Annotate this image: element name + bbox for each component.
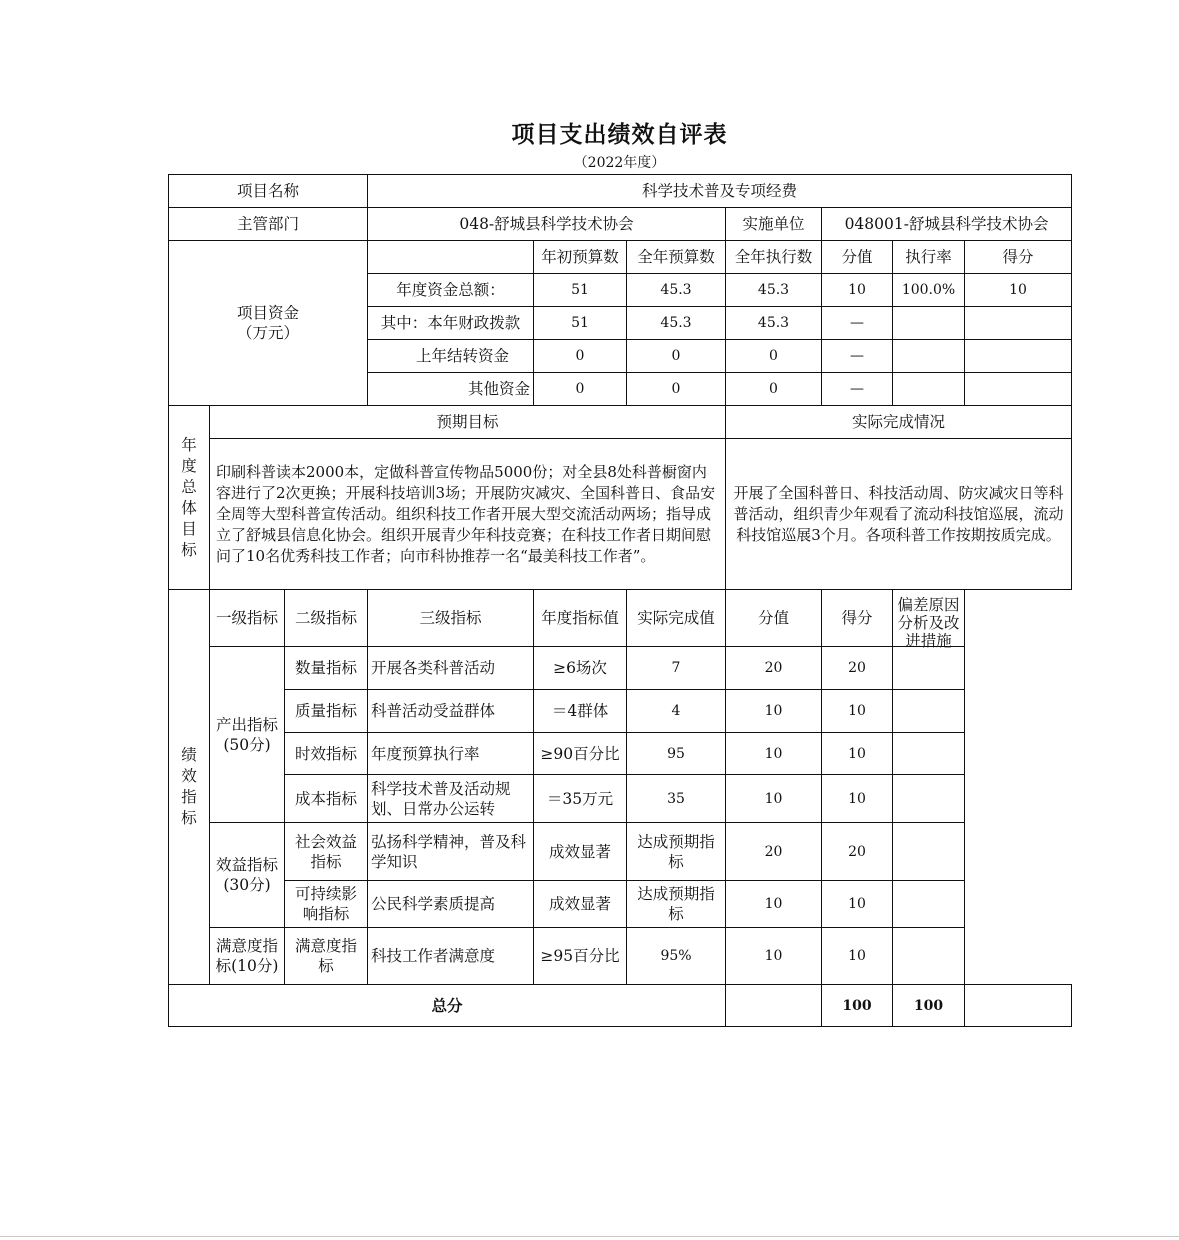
funds-cell: 45.3 (726, 274, 822, 307)
weight-cell: 10 (726, 690, 822, 733)
funds-cell: — (822, 373, 893, 406)
goals-side-char: 度 (181, 456, 197, 475)
target-cell: ≥95百分比 (534, 928, 627, 985)
level3-cell: 科技工作者满意度 (368, 928, 534, 985)
total-score: 100 (893, 985, 965, 1027)
expected-goal-header: 预期目标 (210, 406, 726, 439)
group-name: 效益指标 (215, 856, 278, 874)
target-cell: ≥90百分比 (534, 733, 627, 775)
funds-cell: 0 (627, 373, 726, 406)
actual-cell: 95 (627, 733, 726, 775)
weight-cell: 10 (726, 733, 822, 775)
level3-cell: 弘扬科学精神，普及科学知识 (368, 823, 534, 881)
dept-label: 主管部门 (169, 208, 368, 241)
level2-cell: 成本指标 (285, 775, 368, 823)
impl-value: 048001-舒城县科学技术协会 (822, 208, 1072, 241)
target-cell: ≥6场次 (534, 647, 627, 690)
level3-cell: 科学技术普及活动规划、日常办公运转 (368, 775, 534, 823)
funds-header-cell: 全年预算数 (627, 241, 726, 274)
weight-cell: 10 (726, 928, 822, 985)
indicators-side-char: 指 (181, 788, 197, 806)
score-cell: 10 (822, 733, 893, 775)
header-score: 得分 (822, 590, 893, 647)
level3-cell: 科普活动受益群体 (368, 690, 534, 733)
reason-cell (893, 881, 965, 928)
funds-cell: 51 (534, 307, 627, 340)
group-satisfaction (210, 928, 285, 985)
funds-cell: 0 (534, 373, 627, 406)
header-reason-text: 偏差原因分析及改进措施 (897, 596, 960, 650)
goals-side-label (169, 406, 210, 590)
self-evaluation-table (168, 174, 1072, 1027)
funds-cell: 100.0% (893, 274, 965, 307)
funds-label (169, 241, 368, 406)
group-points: (50分) (223, 735, 271, 754)
level2-cell: 数量指标 (285, 647, 368, 690)
header-weight: 分值 (726, 590, 822, 647)
level2-cell: 时效指标 (285, 733, 368, 775)
actual-cell: 7 (627, 647, 726, 690)
score-cell: 10 (822, 881, 893, 928)
funds-cell: 45.3 (627, 274, 726, 307)
weight-cell: 10 (726, 881, 822, 928)
project-name-label: 项目名称 (169, 175, 368, 208)
reason-cell (893, 690, 965, 733)
funds-row-label: 其他资金 (368, 373, 534, 406)
funds-cell: 45.3 (627, 307, 726, 340)
target-cell: ＝35万元 (534, 775, 627, 823)
actual-completion-text: 开展了全国科普日、科技活动周、防灾减灾日等科普活动，组织青少年观看了流动科技馆巡展，流动科技馆巡展3个月。各项科普工作按期按质完成。 (726, 439, 1072, 590)
actual-completion-header: 实际完成情况 (726, 406, 1072, 439)
level2-cell: 满意度指标 (285, 928, 368, 985)
funds-header-cell: 执行率 (893, 241, 965, 274)
reason-cell (893, 928, 965, 985)
funds-cell (893, 373, 965, 406)
level3-cell: 公民科学素质提高 (368, 881, 534, 928)
header-level2: 二级指标 (285, 590, 368, 647)
funds-row-label: 上年结转资金 (368, 340, 534, 373)
indicators-side-char: 标 (181, 809, 197, 827)
group-output (210, 647, 285, 823)
page-subtitle: （2022年度） (573, 155, 666, 171)
expected-goal-text: 印刷科普读本2000本，定做科普宣传物品5000份；对全县8处科普橱窗内容进行了2次更换；开展科技培训3场；开展防灾减灾、全国科普日、食品安全周等大型科普宣传活动。组织科技工作者开展大型交流活动两场；指导成立了舒城县信息化协会。组织开展青少年科技竞赛；在科技工作者日期间慰问了10名优秀科技工作者；向市科协推荐一名“最美科技工作者”。 (210, 439, 726, 590)
actual-cell: 4 (627, 690, 726, 733)
level2-cell: 可持续影响指标 (285, 881, 368, 928)
impl-label: 实施单位 (726, 208, 822, 241)
funds-header-cell: 分值 (822, 241, 893, 274)
dept-value: 048-舒城县科学技术协会 (368, 208, 726, 241)
target-cell: ＝4群体 (534, 690, 627, 733)
funds-row-label: 年度资金总额： (368, 274, 534, 307)
group-points: (30分) (223, 876, 271, 894)
weight-cell: 20 (726, 823, 822, 881)
goals-side-char: 标 (181, 540, 197, 559)
goals-side-char: 体 (181, 498, 197, 517)
reason-cell (893, 823, 965, 881)
funds-cell (965, 307, 1072, 340)
project-name-value: 科学技术普及专项经费 (368, 175, 1072, 208)
reason-cell (893, 733, 965, 775)
funds-label-line1: 项目资金 (237, 304, 300, 322)
group-name: 满意度指标(10分) (215, 937, 279, 975)
funds-header-cell: 全年执行数 (726, 241, 822, 274)
header-reason (893, 590, 965, 650)
funds-header-blank (368, 241, 534, 274)
page-bottom-divider (0, 1236, 1179, 1237)
total-label: 总分 (169, 985, 726, 1027)
goals-side-char: 总 (181, 477, 197, 496)
score-cell: 20 (822, 823, 893, 881)
funds-cell (965, 373, 1072, 406)
actual-cell: 95% (627, 928, 726, 985)
funds-cell: 10 (822, 274, 893, 307)
weight-cell: 10 (726, 775, 822, 823)
total-weight: 100 (822, 985, 893, 1027)
funds-cell: 0 (534, 340, 627, 373)
funds-cell: 10 (965, 274, 1072, 307)
score-cell: 10 (822, 775, 893, 823)
indicators-side-label (169, 590, 210, 985)
funds-header-cell: 年初预算数 (534, 241, 627, 274)
funds-row-label: 其中：本年财政拨款 (368, 307, 534, 340)
indicators-side-char: 绩 (181, 746, 197, 764)
header-level1: 一级指标 (210, 590, 285, 647)
funds-cell: 0 (726, 373, 822, 406)
page-title: 项目支出绩效自评表 (511, 121, 728, 148)
funds-cell (965, 340, 1072, 373)
funds-cell (893, 340, 965, 373)
actual-cell: 达成预期指标 (627, 823, 726, 881)
indicators-side-char: 效 (181, 767, 197, 785)
goals-side-char: 年 (181, 435, 197, 454)
header-actual: 实际完成值 (627, 590, 726, 647)
level3-cell: 年度预算执行率 (368, 733, 534, 775)
funds-cell: 0 (726, 340, 822, 373)
funds-cell: 51 (534, 274, 627, 307)
funds-header-cell: 得分 (965, 241, 1072, 274)
reason-cell (893, 775, 965, 823)
funds-cell: 45.3 (726, 307, 822, 340)
group-name: 产出指标 (215, 715, 278, 734)
target-cell: 成效显著 (534, 823, 627, 881)
funds-cell (893, 307, 965, 340)
level3-cell: 开展各类科普活动 (368, 647, 534, 690)
group-benefit (210, 823, 285, 928)
score-cell: 10 (822, 928, 893, 985)
actual-cell: 达成预期指标 (627, 881, 726, 928)
actual-cell: 35 (627, 775, 726, 823)
reason-cell (893, 647, 965, 690)
target-cell: 成效显著 (534, 881, 627, 928)
total-actual-blank (726, 985, 822, 1027)
funds-cell: — (822, 307, 893, 340)
funds-label-line2: （万元） (237, 324, 300, 342)
score-cell: 10 (822, 690, 893, 733)
level2-cell: 质量指标 (285, 690, 368, 733)
total-reason-blank (965, 985, 1072, 1027)
level2-cell: 社会效益指标 (285, 823, 368, 881)
header-level3: 三级指标 (368, 590, 534, 647)
funds-cell: 0 (627, 340, 726, 373)
funds-cell: — (822, 340, 893, 373)
weight-cell: 20 (726, 647, 822, 690)
goals-side-char: 目 (181, 519, 197, 538)
score-cell: 20 (822, 647, 893, 690)
header-target: 年度指标值 (534, 590, 627, 647)
